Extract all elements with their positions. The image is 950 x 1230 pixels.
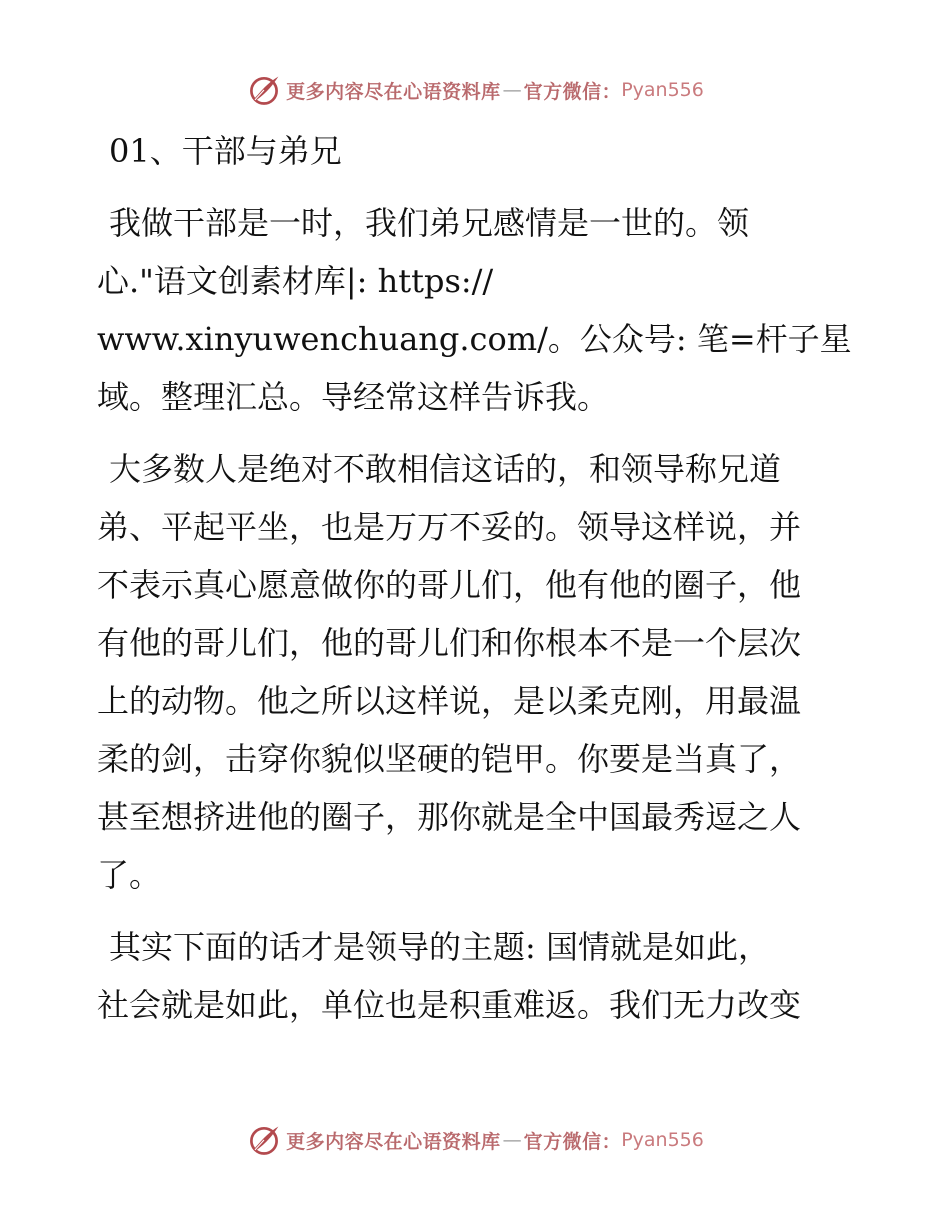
paragraph-line: 不表示真心愿意做你的哥儿们，他有他的圈子，他 [97,566,802,604]
paragraph-line: 了。 [97,856,162,894]
banner-wechat-id: Pyan556 [621,1129,704,1151]
header-banner [0,70,950,110]
feather-pen-logo-icon [246,72,282,108]
paragraph-line: 社会就是如此，单位也是积重难返。我们无力改变 [97,986,802,1024]
paragraph-1 [97,194,857,426]
banner-separator: — [502,1129,522,1151]
banner-wechat-label: 官方微信： [523,80,622,103]
paragraph-line: 弟、平起平坐，也是万万不妥的。领导这样说，并 [97,508,802,546]
banner-title: 更多内容尽在心语资料库 [286,1130,501,1153]
paragraph-line: 甚至想挤进他的圈子，那你就是全中国最秀逗之人 [97,798,802,836]
document-body [97,122,857,1034]
paragraph-line: 柔的剑，击穿你貌似坚硬的铠甲。你要是当真了， [97,740,802,778]
feather-pen-logo-icon [246,1122,282,1158]
footer-banner [0,1120,950,1160]
paragraph-line: 心."语文创素材库|: https:// [97,262,494,300]
paragraph-line: www.xinyuwenchuang.com/。公众号: 笔=杆子星 [97,320,852,358]
banner-separator: — [502,79,522,101]
paragraph-line: 其实下面的话才是领导的主题: 国情就是如此， [109,928,770,966]
section-heading: 01、干部与弟兄 [109,132,342,170]
banner-title: 更多内容尽在心语资料库 [286,80,501,103]
paragraph-line: 域。整理汇总。导经常这样告诉我。 [97,378,610,416]
paragraph-line: 上的动物。他之所以这样说，是以柔克刚，用最温 [97,682,802,720]
banner-wechat-id: Pyan556 [621,79,704,101]
paragraph-line: 我做干部是一时，我们弟兄感情是一世的。领 [109,204,750,242]
banner-wechat-label: 官方微信： [523,1130,622,1153]
paragraph-2 [97,440,857,904]
paragraph-3 [97,918,857,1034]
paragraph-line: 有他的哥儿们，他的哥儿们和你根本不是一个层次 [97,624,802,662]
paragraph-line: 大多数人是绝对不敢相信这话的，和领导称兄道 [109,450,782,488]
